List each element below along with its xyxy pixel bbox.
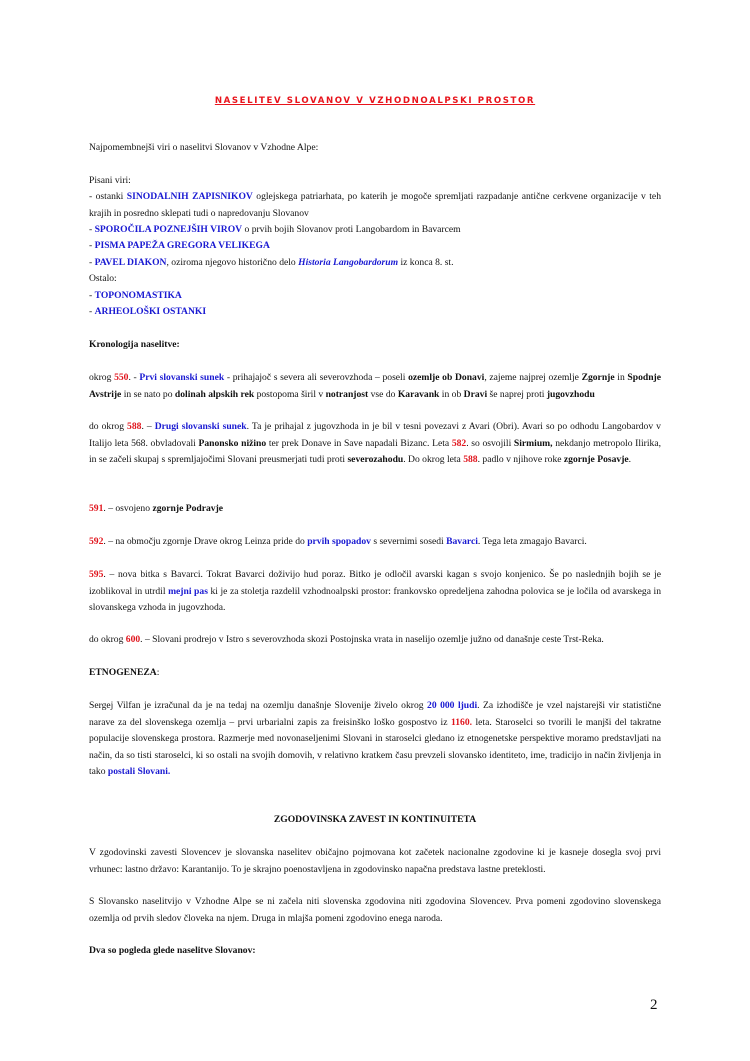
- source-highlight: SPOROČILA POZNEJŠIH VIROV: [94, 224, 243, 235]
- source-highlight: PISMA PAPEŽA GREGORA VELIKEGA: [94, 240, 270, 251]
- other-sources-label: Ostalo:: [89, 273, 117, 284]
- ethnogenesis-heading: ETNOGENEZA:: [89, 667, 160, 678]
- chronology-592: 592. – na območju zgornje Drave okrog Leinza pride do prvih spopadov s severnimi sosedi Bavarci. Tega leta zmagajo Bavarci.: [89, 536, 587, 547]
- continuity-heading: ZGODOVINSKA ZAVEST IN KONTINUITETA: [273, 814, 477, 825]
- book-title: Historia Langobardorum: [298, 257, 399, 268]
- other-item-toponomastics: - TOPONOMASTIKA: [89, 290, 182, 301]
- source-highlight: PAVEL DIAKON: [94, 257, 167, 268]
- chronology-600: do okrog 600. – Slovani prodrejo v Istro s severovzhoda skozi Postojnska vrata in naselijo ozemlje južno od današnje ceste Trst-Reka.: [89, 634, 604, 645]
- source-item-later-sources: - SPOROČILA POZNEJŠIH VIROV o prvih bojih Slovanov proti Langobardom in Bavarcem: [89, 224, 461, 235]
- ethnogenesis-paragraph: Sergej Vilfan je izračunal da je na tedaj na ozemlju današnje Slovenije živelo okrog 20 000 ljudi. Za izhodišče je vzel najstarejši vir statistične narave za del slovenskega ozemlja – prvi urbarialni zapis za freisinško loško gospostvo iz 1160. leta. Staroselci so tvorili le manjši del takratne populacije slovenskega prostora. Razmerje med novonaseljenimi Slovani in staroselci gledano iz etnogenetske perspektive moramo predstavljati na način, da so tisti staroselci, ki so ostali na svojih domovih, v relativno kratkem času prevzeli slovansko identiteto, ime, tradicijo in način življenja in tako postali Slovani.: [89, 700, 661, 777]
- chronology-heading: Kronologija naselitve:: [89, 339, 180, 350]
- other-item-archaeology: - ARHEOLOŠKI OSTANKI: [89, 306, 207, 317]
- source-item-paul-deacon: - PAVEL DIAKON, oziroma njegovo historično delo Historia Langobardorum iz konca 8. st.: [89, 257, 454, 268]
- source-item-synodal: - ostanki SINODALNIH ZAPISNIKOV oglejskega patriarhata, po katerih je mogoče spremljati razpadanje antične cerkvene organizacije v teh krajih in posredno sklepati tudi o napredovanju Slovanov: [89, 191, 661, 219]
- chronology-588: do okrog 588. – Drugi slovanski sunek. Ta je prihajal z jugovzhoda in je bil v tesni povezavi z Avari (Obri). Avari so po odhodu Langobardov v Italijo leta 568. obvladovali Panonsko nižino ter prek Donave in Save napadali Bizanc. Leta 582. so osvojili Sirmium, nekdanjo metropolo Ilirika, in se začeli skupaj s spremljajočimi Slovani preusmerjati tudi proti severozahodu. Do okrog leta 588. padlo v njihove roke zgornje Posavje.: [89, 421, 661, 465]
- chronology-550: okrog 550. - Prvi slovanski sunek - prihajajoč s severa ali severovzhoda – poseli ozemlje ob Donavi, zajeme najprej ozemlje Zgornje in Spodnje Avstrije in se nato po dolinah alpskih rek postopoma širil v notranjost vse do Karavank in ob Dravi še naprej proti jugovzhodu: [89, 372, 662, 400]
- intro-line: Najpomembnejši viri o naselitvi Slovanov v Vzhodne Alpe:: [89, 142, 319, 153]
- source-item-gregory-letters: - PISMA PAPEŽA GREGORA VELIKEGA: [89, 240, 270, 251]
- chronology-591: 591. – osvojeno zgornje Podravje: [89, 503, 224, 514]
- continuity-paragraph-2: S Slovansko naselitvijo v Vzhodne Alpe se ni začela niti slovenska zgodovina niti zgodovina Slovencev. Prva pomeni zgodovino slovenskega ozemlja od prvih sledov človeka na njem. Druga in mlajša pomeni zgodovino enega naroda.: [89, 896, 661, 924]
- continuity-views-heading: Dva so pogleda glede naselitve Slovanov:: [89, 945, 256, 956]
- chronology-595: 595. – nova bitka s Bavarci. Tokrat Bavarci doživijo hud poraz. Bitko je odločil avarski kagan s svojo konjenico. Še po naslednjih bojih se je izoblikoval in utrdil mejni pas ki je za stoletja razdelil vzhodnoalpski prostor: frankovsko opredeljena zahodna polovica se je ločila od avarskega in slovanskega vzhoda in jugovzhoda.: [89, 569, 661, 613]
- source-highlight: SINODALNIH ZAPISNIKOV: [126, 191, 253, 202]
- written-sources-label: Pisani viri:: [89, 175, 131, 186]
- page-title: NASELITEV SLOVANOV V VZHODNOALPSKI PROSTOR: [214, 96, 536, 106]
- page-number: 2: [650, 997, 658, 1013]
- continuity-paragraph-1: V zgodovinski zavesti Slovencev je slovanska naselitev običajno pojmovana kot začetek nacionalne zgodovine ki je kasneje dosegla svoj prvi vrhunec: lastno državo: Karantanijo. To je skrajno poenostavljena in zgodovinsko napačna predstava lastne preteklosti.: [89, 847, 661, 875]
